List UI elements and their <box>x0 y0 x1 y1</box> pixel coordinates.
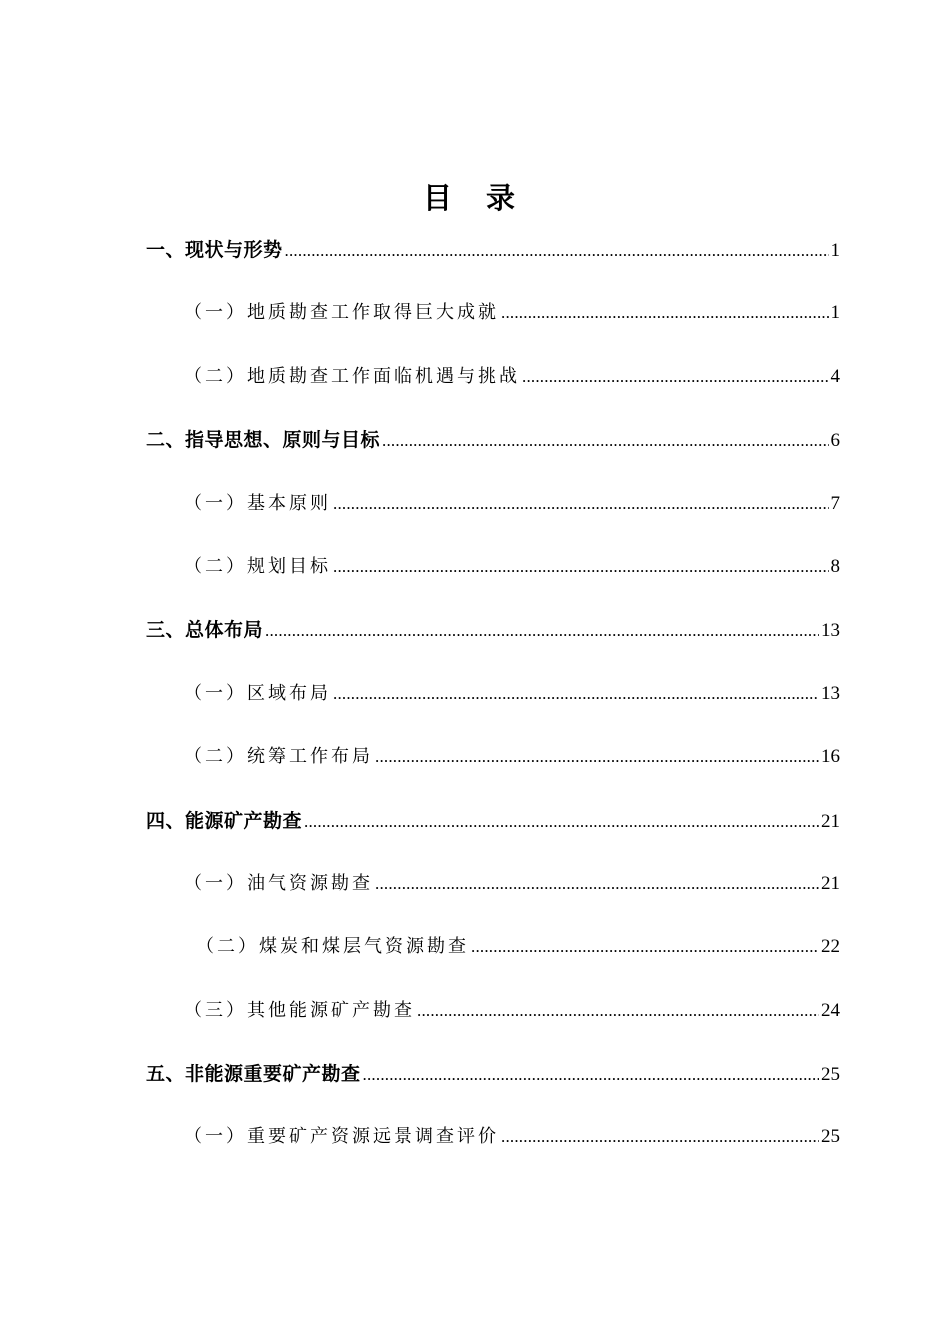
toc-entry-label: （一）区域布局 <box>184 682 331 704</box>
dot-leader <box>265 610 819 652</box>
dot-leader <box>375 863 819 905</box>
toc-entry-page: 21 <box>821 810 840 832</box>
table-of-contents <box>146 229 840 1180</box>
toc-entry-label: （三）其他能源矿产勘查 <box>184 999 415 1021</box>
dot-leader <box>522 356 829 398</box>
toc-entry-page: 6 <box>830 430 840 452</box>
toc-entry[interactable] <box>146 863 840 926</box>
toc-entry[interactable] <box>146 800 840 863</box>
toc-entry-label: （二）统筹工作布局 <box>184 746 373 768</box>
toc-entry[interactable] <box>146 990 840 1053</box>
toc-entry-label: （一）重要矿产资源远景调查评价 <box>184 1126 499 1148</box>
toc-entry-page: 1 <box>830 240 840 261</box>
toc-entry[interactable] <box>146 229 840 292</box>
toc-entry[interactable] <box>146 419 840 482</box>
toc-entry[interactable] <box>146 1116 840 1179</box>
dot-leader <box>417 990 819 1032</box>
toc-entry-page: 24 <box>821 999 840 1021</box>
toc-entry-label: （一）基本原则 <box>184 492 331 514</box>
toc-entry-page: 4 <box>830 365 840 387</box>
toc-entry-label: （二）规划目标 <box>184 555 331 577</box>
toc-entry[interactable] <box>146 483 840 546</box>
toc-entry-label: 三、总体布局 <box>146 619 264 642</box>
toc-entry-page: 16 <box>821 746 840 768</box>
toc-entry-page: 13 <box>821 620 840 642</box>
toc-entry[interactable] <box>146 292 840 355</box>
toc-entry-page: 25 <box>821 1126 840 1148</box>
toc-entry[interactable] <box>146 736 840 799</box>
toc-entry[interactable] <box>146 546 840 609</box>
dot-leader <box>363 1054 819 1096</box>
toc-entry-label: 五、非能源重要矿产勘查 <box>146 1063 361 1086</box>
dot-leader <box>333 483 829 525</box>
toc-entry-page: 7 <box>830 492 840 514</box>
dot-leader <box>471 926 819 968</box>
toc-entry-label: （二）煤炭和煤层气资源勘查 <box>196 936 469 958</box>
toc-entry[interactable] <box>146 926 840 989</box>
toc-entry[interactable] <box>146 609 840 672</box>
toc-entry-label: 二、指导思想、原则与目标 <box>146 429 381 452</box>
toc-title: 目 录 <box>422 181 528 215</box>
toc-entry-page: 25 <box>821 1064 840 1086</box>
dot-leader <box>285 230 829 272</box>
toc-entry-page: 1 <box>830 302 840 324</box>
dot-leader <box>501 1116 819 1158</box>
dot-leader <box>375 736 819 778</box>
dot-leader <box>501 292 829 334</box>
toc-entry-label: 一、现状与形势 <box>146 239 283 261</box>
toc-entry-label: （一）地质勘查工作取得巨大成就 <box>184 302 499 324</box>
toc-entry-label: （二）地质勘查工作面临机遇与挑战 <box>184 365 520 387</box>
toc-entry[interactable] <box>146 673 840 736</box>
toc-entry-label: （一）油气资源勘查 <box>184 872 373 894</box>
toc-entry-page: 21 <box>821 872 840 894</box>
dot-leader <box>333 673 819 715</box>
toc-entry-page: 22 <box>821 936 840 958</box>
toc-entry-label: 四、能源矿产勘查 <box>146 809 303 832</box>
toc-entry[interactable] <box>146 356 840 419</box>
dot-leader <box>333 546 829 588</box>
toc-entry-page: 8 <box>830 555 840 577</box>
dot-leader <box>304 801 819 843</box>
toc-entry[interactable] <box>146 1053 840 1116</box>
toc-entry-page: 13 <box>821 682 840 704</box>
dot-leader <box>382 420 828 462</box>
